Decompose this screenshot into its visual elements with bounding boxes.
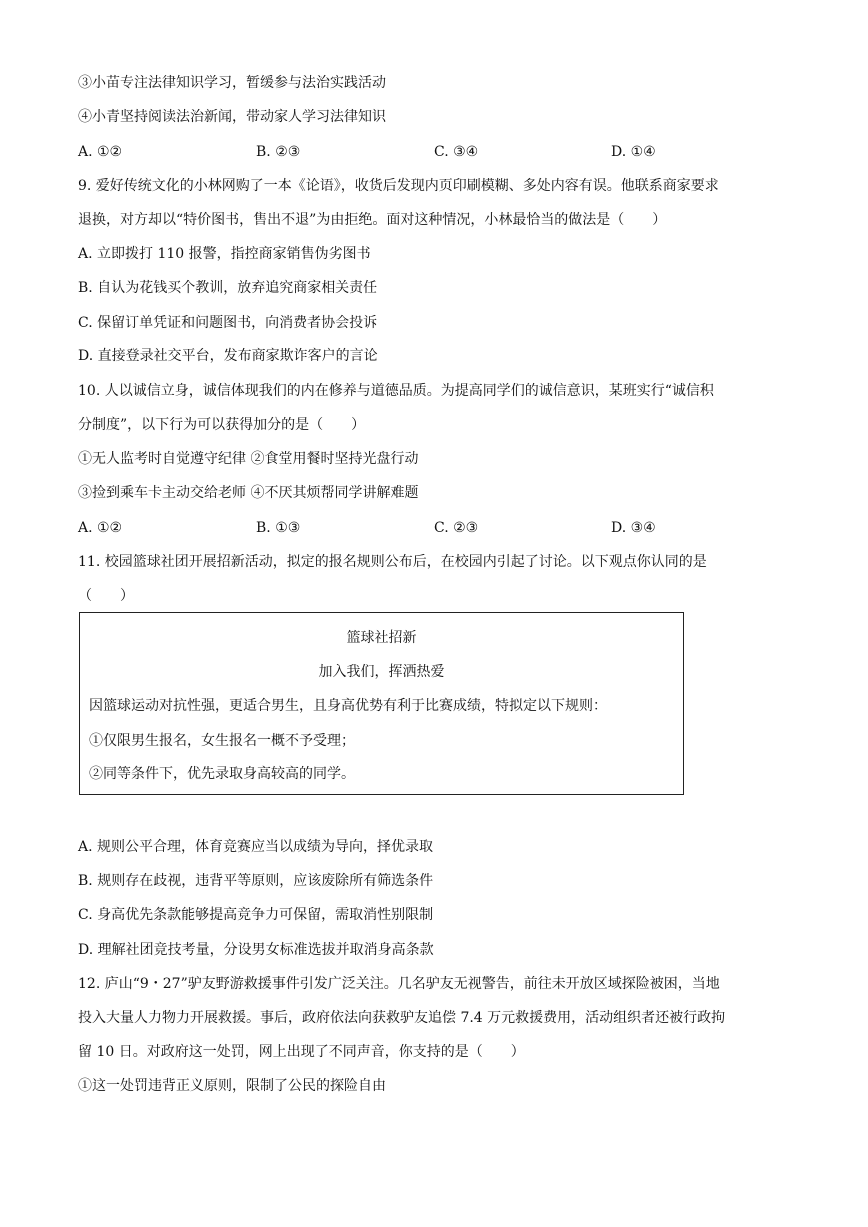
q10-options [78, 518, 798, 538]
q10-option-a: A. ①② [78, 520, 123, 536]
notice-title: 篮球社招新 [346, 630, 417, 646]
q11-option-d: D. 理解社团竞技考量，分设男女标准选拔并取消身高条款 [78, 942, 434, 958]
q12-stem-line-3: 留 10 日。对政府这一处罚，网上出现了不同声音，你支持的是（ ） [78, 1044, 525, 1060]
q8-item-3: ③小苗专注法律知识学习，暂缓参与法治实践活动 [78, 75, 386, 91]
q10-stem-line-2: 分制度”，以下行为可以获得加分的是（ ） [78, 417, 366, 433]
q10-stem-line-1: 10. 人以诚信立身，诚信体现我们的内在修养与道德品质。为提高同学们的诚信意识，某班实行“诚信积 [78, 383, 714, 399]
q11-option-a: A. 规则公平合理，体育竞赛应当以成绩为导向，择优录取 [78, 839, 434, 855]
q10-option-b: B. ①③ [256, 520, 301, 536]
q8-option-b: B. ②③ [256, 144, 301, 160]
q8-option-c: C. ③④ [434, 144, 479, 160]
q9-stem-line-2: 退换，对方却以“特价图书，售出不退”为由拒绝。面对这种情况，小林最恰当的做法是（ ） [78, 212, 667, 228]
notice-subtitle: 加入我们，挥洒热爱 [318, 664, 445, 680]
q9-option-c: C. 保留订单凭证和问题图书，向消费者协会投诉 [78, 315, 378, 331]
q10-option-c: C. ②③ [434, 520, 479, 536]
q8-option-a: A. ①② [78, 144, 123, 160]
q11-option-c: C. 身高优先条款能够提高竞争力可保留，需取消性别限制 [78, 907, 434, 923]
q9-stem-line-1: 9. 爱好传统文化的小林网购了一本《论语》，收货后发现内页印刷模糊、多处内容有误。他联系商家要求 [78, 178, 719, 194]
q11-option-b: B. 规则存在歧视，违背平等原则，应该废除所有筛选条件 [78, 873, 434, 889]
notice-rule-intro: 因篮球运动对抗性强，更适合男生，且身高优势有利于比赛成绩，特拟定以下规则： [89, 698, 607, 714]
q9-option-d: D. 直接登录社交平台，发布商家欺诈客户的言论 [78, 348, 378, 364]
q11-stem-line-1: 11. 校园篮球社团开展招新活动，拟定的报名规则公布后，在校园内引起了讨论。以下观点你认同的是 [78, 554, 707, 570]
notice-rule-1: ①仅限男生报名，女生报名一概不予受理； [89, 733, 355, 749]
q12-stem-line-1: 12. 庐山“9・27”驴友野游救援事件引发广泛关注。几名驴友无视警告，前往未开放区域探险被困，当地 [78, 976, 720, 992]
q10-items-line-1: ①无人监考时自觉遵守纪律 ②食堂用餐时坚持光盘行动 [78, 451, 419, 467]
q8-options [78, 142, 798, 162]
q10-items-line-2: ③捡到乘车卡主动交给老师 ④不厌其烦帮同学讲解难题 [78, 485, 419, 501]
notice-rule-2: ②同等条件下，优先录取身高较高的同学。 [89, 766, 355, 782]
q8-item-4: ④小青坚持阅读法治新闻，带动家人学习法律知识 [78, 109, 386, 125]
q8-option-d: D. ①④ [611, 144, 656, 160]
recruitment-notice-box [79, 612, 684, 795]
q9-option-b: B. 自认为花钱买个教训，放弃追究商家相关责任 [78, 280, 378, 296]
q12-stem-line-2: 投入大量人力物力开展救援。事后，政府依法向获救驴友追偿 7.4 万元救援费用，活动组织者还被行政拘 [78, 1010, 726, 1026]
q11-stem-line-2: （ ） [78, 588, 134, 604]
q10-option-d: D. ③④ [611, 520, 656, 536]
q12-item-1: ①这一处罚违背正义原则，限制了公民的探险自由 [78, 1078, 386, 1094]
q9-option-a: A. 立即拨打 110 报警，指控商家销售伪劣图书 [78, 246, 371, 262]
